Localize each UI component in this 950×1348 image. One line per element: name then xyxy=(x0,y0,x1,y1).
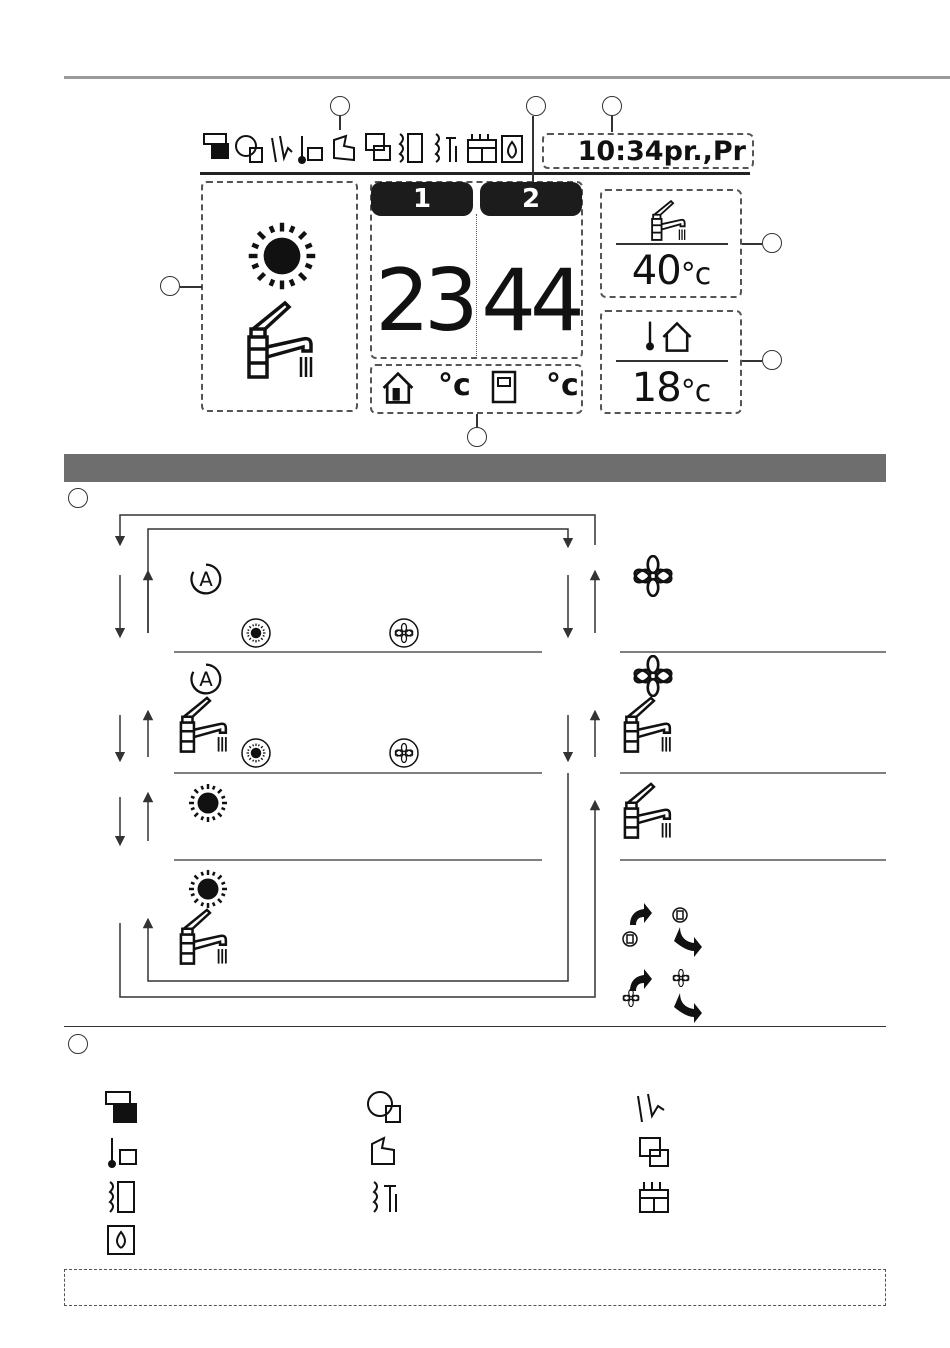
zone-divider xyxy=(476,214,477,358)
dhw-tap-icon xyxy=(650,199,692,241)
callout-zone-sensor xyxy=(467,427,487,447)
note-box xyxy=(64,1269,886,1306)
callout-line xyxy=(742,243,762,245)
panel-divider xyxy=(616,360,728,362)
callout-line xyxy=(742,360,762,362)
callout-status-icons xyxy=(330,96,350,116)
callout-line xyxy=(611,116,613,132)
zone1-temperature: 23 xyxy=(375,251,473,351)
zone2-unit: °c xyxy=(546,368,579,403)
zone-tab-1[interactable]: 1 xyxy=(371,182,473,216)
callout-room-temp xyxy=(762,350,782,370)
clock-display: 10:34pr.,Pr xyxy=(577,136,746,167)
solar-icon xyxy=(640,1182,668,1212)
callout-icon-legend xyxy=(68,1034,88,1054)
status-icon-bar xyxy=(200,128,528,168)
thermostat-icon xyxy=(109,1138,136,1167)
callout-line xyxy=(476,414,478,428)
house-sensor-icon xyxy=(380,370,416,406)
callout-mode-panel xyxy=(160,276,180,296)
remote-icon xyxy=(640,1138,668,1166)
top-rule xyxy=(64,76,950,79)
mode-cycle-diagram xyxy=(100,505,900,1025)
house-icon xyxy=(660,320,694,354)
callout-dhw xyxy=(762,233,782,253)
heater-icon xyxy=(110,1182,134,1212)
section-divider xyxy=(64,1026,886,1027)
tank-heater-icon xyxy=(374,1182,396,1212)
zone1-unit: °c xyxy=(438,368,471,403)
clock-box xyxy=(542,133,754,169)
panel-divider xyxy=(616,243,728,245)
silent-mode-icon xyxy=(638,1094,664,1122)
callout-line xyxy=(339,116,341,130)
icon-legend xyxy=(100,1086,700,1256)
remote-sensor-icon xyxy=(490,370,520,404)
dhw-tap-icon xyxy=(245,299,325,379)
auto-mode-icon xyxy=(191,565,220,594)
thermometer-icon xyxy=(642,318,658,354)
header-underline xyxy=(200,172,750,175)
schedule-icon xyxy=(106,1092,136,1122)
powerful-icon xyxy=(372,1138,394,1164)
callout-zone-display xyxy=(526,96,546,116)
room-temp-panel xyxy=(600,310,742,414)
zone-tab-2[interactable]: 2 xyxy=(480,182,582,216)
dhw-temp-panel xyxy=(600,189,742,298)
dhw-setpoint: 40°c xyxy=(631,248,711,294)
callout-clock xyxy=(602,96,622,116)
callout-mode-cycle xyxy=(68,488,88,508)
room-temperature: 18°c xyxy=(631,365,711,411)
operation-mode-panel xyxy=(201,181,358,412)
section-header-bar xyxy=(64,454,886,482)
heat-mode-icon xyxy=(247,221,317,291)
callout-line xyxy=(180,286,202,288)
weekly-timer-icon xyxy=(368,1092,400,1122)
boiler-icon xyxy=(108,1226,134,1254)
zone2-temperature: 44 xyxy=(481,251,579,351)
